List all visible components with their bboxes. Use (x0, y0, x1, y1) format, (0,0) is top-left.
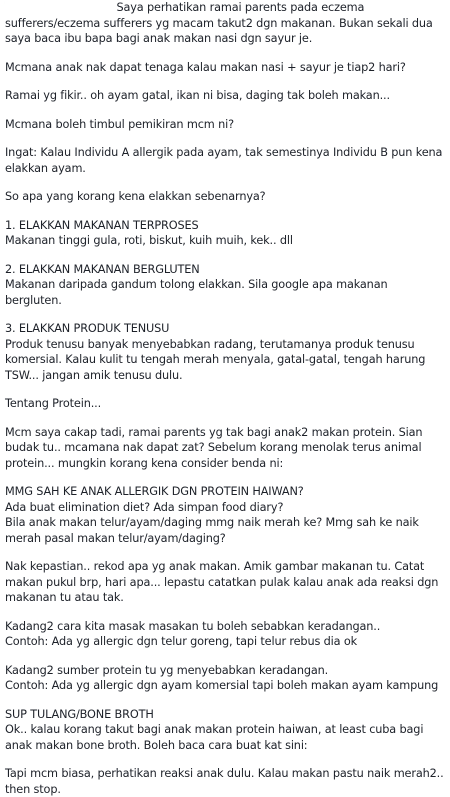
post-paragraph (5, 484, 445, 546)
cropped-edge (5, 0, 115, 5)
paragraph-gap (5, 412, 445, 425)
post-paragraph (5, 663, 445, 694)
paragraph-gap (5, 205, 445, 218)
post-line: Ingat: Kalau Individu A allergik pada ayam, tak semestinya Individu B pun kena elakkan ayam. (5, 146, 443, 175)
paragraph-gap (5, 132, 445, 145)
post-line: Bila anak makan telur/ayam/daging mmg naik merah ke? Mmg sah ke naik merah pasal makan telur/ayam/daging? (5, 516, 419, 545)
post-paragraph (5, 321, 445, 383)
paragraph-gap (5, 47, 445, 60)
paragraph-gap (5, 753, 445, 766)
post-line: 3. ELAKKAN PRODUK TENUSU (5, 322, 170, 335)
paragraph-gap (5, 471, 445, 484)
post-paragraph (5, 218, 445, 249)
post-line: MMG SAH KE ANAK ALLERGIK DGN PROTEIN HAIWAN? (5, 485, 304, 498)
post-paragraph (5, 88, 445, 104)
paragraph-gap (5, 650, 445, 663)
post-paragraph (5, 262, 445, 309)
paragraph-gap (5, 694, 445, 707)
post-line: Mcm saya cakap tadi, ramai parents yg tak bagi anak2 makan protein. Sian budak tu.. mcamana nak dapat zat? Sebelum korang menolak terus animal protein... mungkin korang kena consider benda ni: (5, 425, 423, 470)
post-line: Ada buat elimination diet? Ada simpan food diary? (5, 500, 284, 514)
post-paragraph (5, 425, 445, 472)
post-line: 1. ELAKKAN MAKANAN TERPROSES (5, 218, 199, 232)
post-body (5, 0, 445, 797)
post-line: So apa yang korang kena elakkan sebenarnya? (5, 190, 266, 203)
post-line: Makanan tinggi gula, roti, biskut, kuih muih, kek.. dll (5, 234, 293, 247)
post-line: Kadang2 sumber protein tu yg menyebabkan keradangan. (5, 663, 329, 677)
paragraph-gap (5, 308, 445, 321)
post-paragraph (5, 0, 445, 47)
post-paragraph (5, 145, 445, 176)
post-line: Contoh: Ada yg allergic dgn telur goreng, tapi telur rebus dia ok (5, 635, 358, 648)
post-line: 2. ELAKKAN MAKANAN BERGLUTEN (5, 262, 200, 276)
paragraph-gap (5, 104, 445, 117)
post-line: Kadang2 cara kita masak masakan tu boleh sebabkan keradangan.. (5, 619, 381, 633)
post-line: Nak kepastian.. rekod apa yg anak makan. Amik gambar makanan tu. Catat makan pukul brp, hari apa... lepastu catatkan pulak kalau anak ada reaksi dgn makanan tu atau tak. (5, 560, 439, 604)
post-paragraph (5, 60, 445, 76)
post-line: SUP TULANG/BONE BROTH (5, 707, 154, 721)
post-line: Ok.. kalau korang takut bagi anak makan protein haiwan, at least cuba bagi anak makan bone broth. Boleh baca cara buat kat sini: (5, 723, 424, 752)
paragraph-gap (5, 249, 445, 262)
paragraph-gap (5, 606, 445, 619)
post-paragraph (5, 766, 445, 797)
post-line: Mcmana anak nak dapat tenaga kalau makan nasi + sayur je tiap2 hari? (5, 60, 406, 74)
paragraph-gap (5, 546, 445, 559)
post-paragraph (5, 117, 445, 133)
post-paragraph (5, 396, 445, 412)
post-line: Tapi mcm biasa, perhatikan reaksi anak dulu. Kalau makan pastu naik merah2.. then stop. (5, 767, 444, 796)
post-line: Mcmana boleh timbul pemikiran mcm ni? (5, 117, 234, 131)
post-line: Contoh: Ada yg allergic dgn ayam komersial tapi boleh makan ayam kampung (5, 679, 439, 692)
post-paragraph (5, 707, 445, 754)
post-line: Saya perhatikan ramai parents pada eczema sufferers/eczema sufferers yg macam takut2 dgn makanan. Bukan sekali dua saya baca ibu bapa bagi anak makan nasi dgn sayur je. (5, 1, 433, 45)
paragraph-gap (5, 75, 445, 88)
paragraph-gap (5, 383, 445, 396)
post-line: Tentang Protein... (5, 397, 102, 410)
post-paragraph (5, 619, 445, 650)
post-paragraph (5, 189, 445, 205)
post-line: Makanan daripada gandum tolong elakkan. Sila google apa makanan bergluten. (5, 278, 388, 307)
paragraph-gap (5, 176, 445, 189)
post-paragraph (5, 559, 445, 606)
post-line: Ramai yg fikir.. oh ayam gatal, ikan ni bisa, daging tak boleh makan... (5, 89, 390, 102)
post-line: Produk tenusu banyak menyebabkan radang, terutamanya produk tenusu komersial. Kalau kulit tu tengah merah menyala, gatal-gatal, tengah harung TSW... jangan amik tenusu dulu. (5, 337, 426, 382)
